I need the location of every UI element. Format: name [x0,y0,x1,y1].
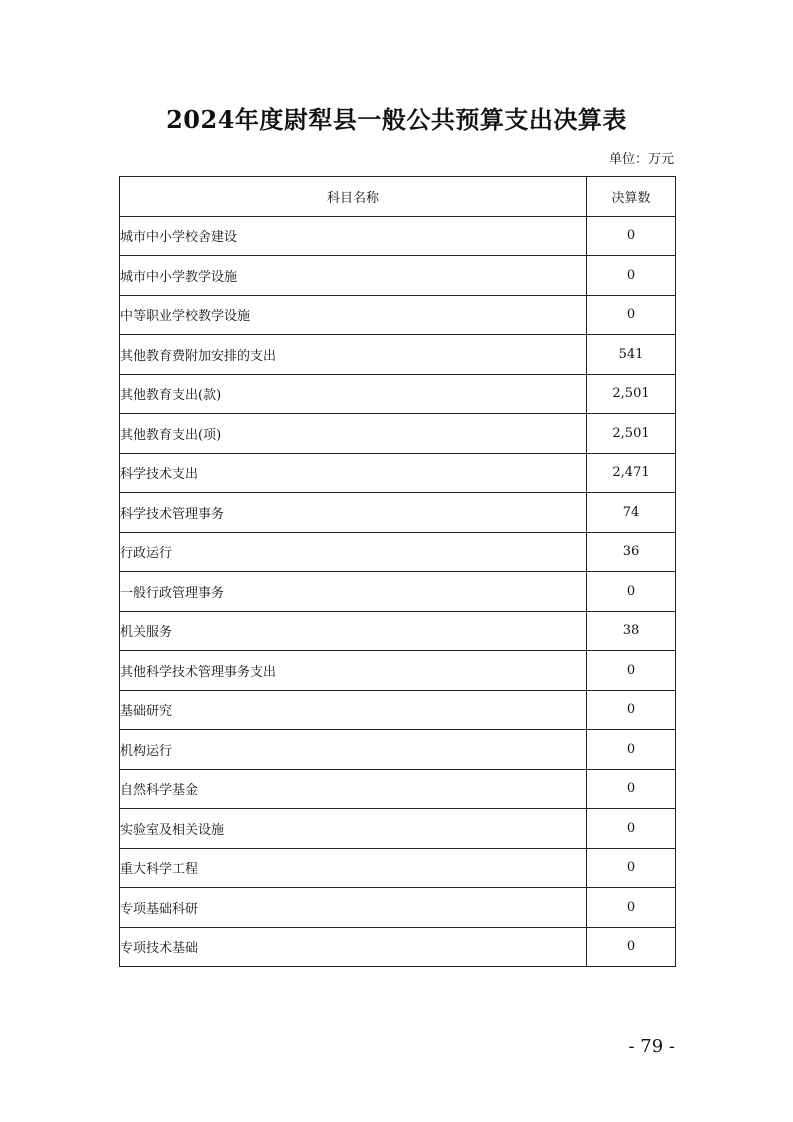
table-row [120,769,676,809]
row-item-name: 自然科学基金 [120,769,587,809]
row-item-name: 基础研究 [120,690,587,730]
row-item-name: 实验室及相关设施 [120,809,587,849]
row-item-amount: 2,501 [587,374,676,414]
row-item-amount: 36 [587,532,676,572]
row-item-amount: 0 [587,651,676,691]
row-item-amount: 2,501 [587,414,676,454]
row-item-name: 中等职业学校教学设施 [120,295,587,335]
column-header-amount: 决算数 [587,177,676,217]
table-row [120,809,676,849]
table-row [120,888,676,928]
row-item-name: 重大科学工程 [120,848,587,888]
table-row [120,414,676,454]
table-row [120,216,676,256]
table-row [120,572,676,612]
row-item-name: 专项技术基础 [120,927,587,967]
table-row [120,493,676,533]
row-item-name: 专项基础科研 [120,888,587,928]
table-row [120,335,676,375]
row-item-name: 其他教育费附加安排的支出 [120,335,587,375]
row-item-name: 机关服务 [120,611,587,651]
page-title: 2024年度尉犁县一般公共预算支出决算表 [166,105,627,134]
table-row [120,848,676,888]
row-item-amount: 0 [587,690,676,730]
table-row [120,374,676,414]
table-row [120,651,676,691]
row-item-name: 科学技术支出 [120,453,587,493]
table-body [120,216,676,967]
row-item-amount: 2,471 [587,453,676,493]
row-item-name: 一般行政管理事务 [120,572,587,612]
row-item-name: 科学技术管理事务 [120,493,587,533]
table-row [120,532,676,572]
row-item-amount: 0 [587,216,676,256]
row-item-name: 城市中小学校舍建设 [120,216,587,256]
row-item-amount: 0 [587,927,676,967]
table-row [120,730,676,770]
page-number: - 79 - [628,1036,675,1057]
row-item-amount: 0 [587,769,676,809]
table-row [120,611,676,651]
table-row [120,927,676,967]
row-item-amount: 74 [587,493,676,533]
table-row [120,453,676,493]
row-item-name: 其他教育支出(款) [120,374,587,414]
row-item-name: 其他科学技术管理事务支出 [120,651,587,691]
row-item-name: 机构运行 [120,730,587,770]
column-header-name: 科目名称 [120,177,587,217]
row-item-amount: 0 [587,295,676,335]
budget-table [119,176,676,967]
row-item-name: 城市中小学教学设施 [120,256,587,296]
table-row [120,256,676,296]
unit-label: 单位：万元 [608,152,674,167]
row-item-amount: 0 [587,572,676,612]
table-header-row [120,177,676,217]
row-item-amount: 38 [587,611,676,651]
row-item-amount: 0 [587,888,676,928]
row-item-name: 行政运行 [120,532,587,572]
row-item-amount: 0 [587,809,676,849]
row-item-name: 其他教育支出(项) [120,414,587,454]
row-item-amount: 0 [587,730,676,770]
table-row [120,690,676,730]
row-item-amount: 541 [587,335,676,375]
row-item-amount: 0 [587,256,676,296]
table-row [120,295,676,335]
row-item-amount: 0 [587,848,676,888]
